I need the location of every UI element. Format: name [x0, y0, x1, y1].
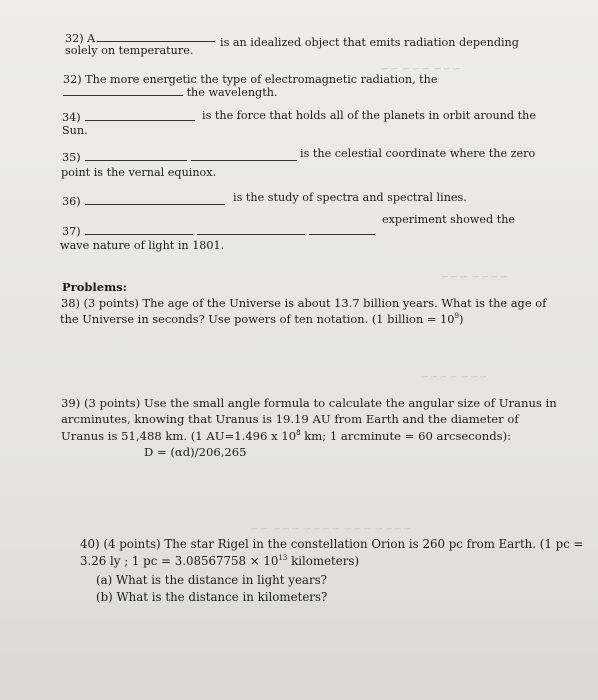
problem-39-line1: 39) (3 points) Use the small angle formula to calculate the angular size of Uranus in	[61, 396, 557, 410]
answer-blank[interactable]	[191, 151, 297, 161]
question-32b-line2	[63, 86, 277, 99]
question-35	[62, 151, 297, 164]
problems-heading: Problems:	[62, 280, 127, 294]
answer-blank[interactable]	[85, 195, 225, 205]
problem-40-part-a: (a) What is the distance in light years?	[96, 573, 327, 587]
question-32b-text: 32) The more energetic the type of electromagnetic radiation, the	[63, 73, 438, 86]
question-35-continuation: point is the vernal equinox.	[61, 166, 217, 179]
bleed-through-text: ~~~ ~~~ ~~	[380, 62, 461, 75]
question-32a-text: is an idealized object that emits radiation depending	[220, 36, 519, 49]
answer-blank[interactable]	[309, 225, 375, 235]
small-angle-formula: D = (αd)/206,265	[144, 445, 247, 459]
problem-40-part-b: (b) What is the distance in kilometers?	[96, 590, 328, 604]
bleed-through-text: ~~~~ ~~~	[440, 270, 509, 283]
answer-blank[interactable]	[85, 111, 195, 121]
question-36-number: 36)	[62, 195, 81, 208]
question-37	[62, 225, 375, 238]
question-35-number: 35)	[62, 151, 81, 164]
question-34	[62, 111, 195, 124]
problem-40-line1: 40) (4 points) The star Rigel in the constellation Orion is 260 pc from Earth. (1 pc =	[80, 537, 584, 551]
problem-40-line2: 3.26 ly ; 1 pc = $3.08567758 \times 10^{13}$ kilometers)	[80, 554, 360, 568]
bleed-through-text: ~~~~ ~~~ ~~~~ ~~~ ~~	[250, 522, 412, 535]
answer-blank[interactable]	[85, 225, 193, 235]
question-34-text: is the force that holds all of the planets in orbit around the	[202, 109, 536, 122]
question-32b-end: the wavelength.	[186, 86, 278, 99]
answer-blank[interactable]	[97, 32, 215, 42]
question-36-text: is the study of spectra and spectral lines.	[233, 191, 467, 204]
question-37-number: 37)	[62, 225, 81, 238]
answer-blank[interactable]	[197, 225, 305, 235]
problem-38-line2: the Universe in seconds? Use powers of ten notation. (1 billion = $10^9$)	[60, 312, 464, 326]
question-32a-number: 32) A	[65, 32, 96, 45]
answer-blank[interactable]	[85, 151, 187, 161]
question-37-text: experiment showed the	[382, 213, 516, 226]
question-34-number: 34)	[62, 111, 81, 124]
answer-blank[interactable]	[63, 86, 183, 96]
bleed-through-text: ~~~ ~~~~	[420, 370, 489, 383]
problem-39-line2: arcminutes, knowing that Uranus is 19.19 AU from Earth and the diameter of	[61, 412, 519, 426]
question-36	[62, 195, 225, 208]
problem-38-line1: 38) (3 points) The age of the Universe is about 13.7 billion years. What is the age of	[61, 296, 547, 310]
question-35-text: is the celestial coordinate where the zero	[300, 147, 536, 160]
question-32a-continuation: solely on temperature.	[65, 44, 194, 57]
problem-39-line3: Uranus is 51,488 km. (1 AU=1.496 x $10^8$ km; 1 arcminute = 60 arcseconds):	[61, 429, 512, 443]
question-34-continuation: Sun.	[62, 124, 88, 137]
question-37-continuation: wave nature of light in 1801.	[60, 239, 225, 252]
